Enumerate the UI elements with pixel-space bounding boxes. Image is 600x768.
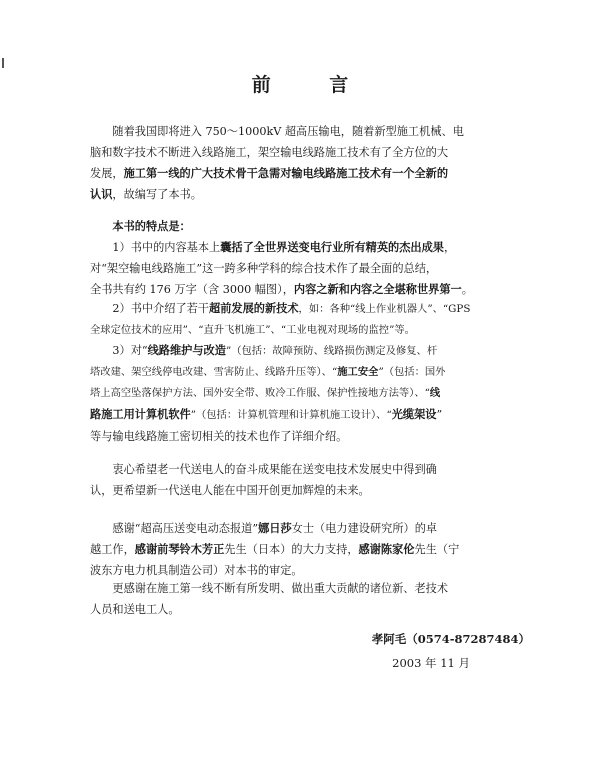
hope-paragraph: [90, 459, 520, 501]
feature-item-2: [90, 298, 520, 341]
text-line: 感谢“超高压送变电动态报道”娜日莎女士（电力建设研究所）的卓: [112, 521, 438, 535]
text-line: 越工作，感谢前琴铃木芳正先生（日本）的大力支持，感谢陈家伦先生（宁: [90, 542, 460, 556]
text-line: 2）书中介绍了若干超前发展的新技术，如：各种“线上作业机器人”、“GPS: [112, 301, 471, 315]
text-line: 等与输电线路施工密切相关的技术也作了详细介绍。: [90, 430, 348, 443]
text-line: 更感谢在施工第一线不断有所发明、做出重大贡献的诸位新、老技术: [112, 582, 449, 595]
features-section: [90, 216, 520, 237]
closing-paragraph: [90, 578, 520, 620]
text-line: 波东方电力机具制造公司）对本书的审定。: [90, 564, 303, 577]
text-line: 全球定位技术的应用”、“直升飞机施工”、“工业电视对现场的监控”等。: [90, 324, 415, 336]
text-line: 路施工用计算机软件”（包括：计算机管理和计算机施工设计）、“光缆架设”: [90, 407, 443, 421]
text-line: 认，更希望新一代送电人能在中国开创更加辉煌的未来。: [90, 484, 370, 497]
text-line: 3）对“线路维护与改造”（包括：故障预防、线路损伤测定及修复、杆: [112, 343, 438, 357]
text-line: 塔上高空坠落保护方法、国外安全带、败冷工作服、保护性接地方法等）、“线: [90, 387, 441, 399]
scan-edge-mark: [2, 58, 4, 68]
text-line: 脑和数字技术不断进入线路施工，架空输电线路施工技术有了全方位的大: [90, 146, 449, 159]
signature-date: 2003 年 11 月: [392, 656, 470, 670]
text-line: 衷心希望老一代送电人的奋斗成果能在送变电技术发展史中得到确: [112, 463, 437, 476]
text-line: 塔改建、架空线停电改建、雪害防止、线路升压等）、“施工安全”（包括：国外: [90, 366, 446, 378]
text-line: 认识，故编写了本书。: [90, 187, 202, 201]
feature-item-3: [90, 340, 520, 447]
text-line: 1）书中的内容基本上囊括了全世界送变电行业所有精英的杰出成果，: [112, 240, 456, 254]
text-line: 全书共有约 176 万字（含 3000 幅图），内容之新和内容之全堪称世界第一。: [90, 282, 473, 296]
feature-item-1: [90, 237, 520, 300]
intro-paragraph: [90, 121, 520, 205]
page-title: 前 言: [251, 74, 375, 96]
thanks-paragraph: [90, 518, 520, 581]
text-line: 随着我国即将进入 750～1000kV 超高压输电，随着新型施工机械、电: [112, 125, 464, 138]
section-heading: 本书的特点是：: [112, 219, 191, 233]
text-line: 人员和送电工人。: [90, 603, 180, 616]
text-line: 发展，施工第一线的广大技术骨干急需对输电线路施工技术有一个全新的: [90, 166, 449, 180]
text-line: 对“架空输电线路施工”这一跨多种学科的综合技术作了最全面的总结，: [90, 262, 438, 275]
author-signature: 孝阿毛（0574-87287484）: [371, 632, 530, 646]
